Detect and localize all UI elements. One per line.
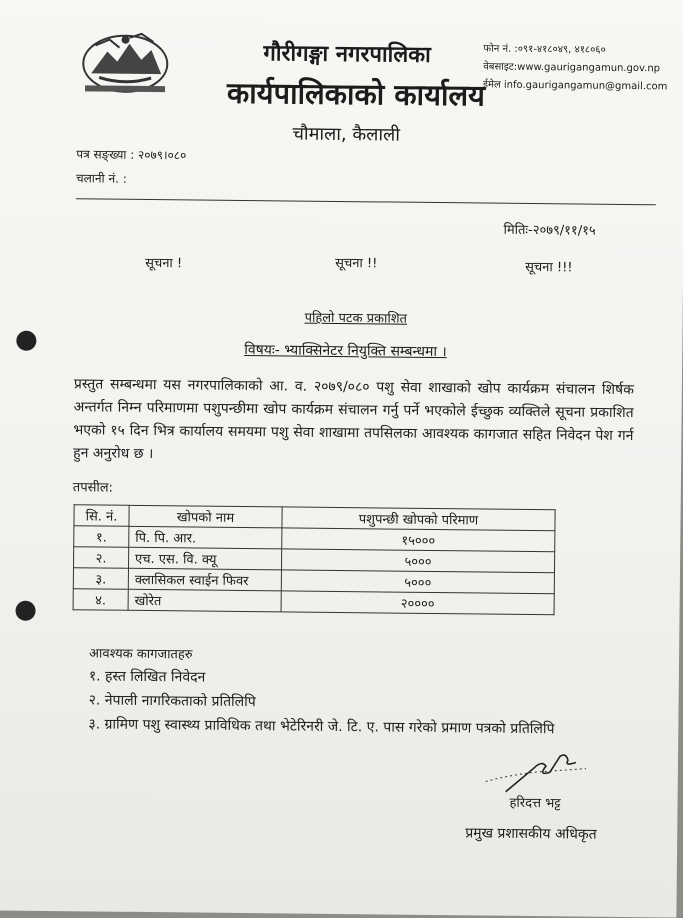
table-header: पशुपन्छी खोपको परिमाण bbox=[282, 507, 555, 531]
notice-body: प्रस्तुत सम्बन्धमा यस नगरपालिकाको आ. व. २०७९/०८० पशु सेवा शाखाको खोप कार्यक्रम संचालन शिर्षक अन्तर्गत निम्न परिमाणमा पशुपन्छीमा खोप कार्यक्रम संचालन गर्नु पर्ने भएकोले ईच्छुक व्यक्तिले सूचना प्रकाशित भएको १५ दिन भित्र कार्यालय समयमा पशु सेवा शाखामा तपसिलका आवश्यक कागजात सहित निवेदन पेश गर्न हुन अनुरोध छ । bbox=[73, 376, 634, 463]
document-item: २. नेपाली नागरिकताको प्रतिलिपि bbox=[88, 692, 256, 711]
reference-number: पत्र सङ्ख्या : २०७९।०८० bbox=[76, 147, 187, 163]
table-row bbox=[73, 589, 554, 615]
table-header: सि. नं. bbox=[74, 505, 129, 527]
quantity-cell: ५००० bbox=[281, 570, 554, 594]
vaccine-table bbox=[73, 504, 556, 615]
email: ईमेल info.gaurigangamun@gmail.com bbox=[483, 79, 668, 93]
quantity-cell: ५००० bbox=[281, 549, 554, 573]
org-name: गौरीगङ्गा नगरपालिका bbox=[263, 40, 431, 68]
serial-cell: २. bbox=[73, 547, 128, 569]
punch-hole bbox=[15, 601, 35, 621]
signatory-name: हरिदत्त भट्ट bbox=[509, 795, 561, 812]
serial-cell: ३. bbox=[73, 568, 128, 590]
phone-number: फोन नं. :०९१-४१८०४९, ४१८०६० bbox=[483, 43, 606, 56]
notice-heading-2: सूचना !! bbox=[335, 255, 378, 272]
notice-heading-3: सूचना !!! bbox=[525, 259, 573, 276]
quantity-cell: २०००० bbox=[281, 591, 554, 615]
dispatch-number: चलानी नं. : bbox=[76, 171, 127, 186]
serial-cell: ४. bbox=[73, 589, 128, 611]
header-divider bbox=[76, 198, 656, 205]
documents-title: आवश्यक कागजातहरु bbox=[89, 646, 193, 663]
table-header: खोपको नाम bbox=[129, 505, 282, 528]
document-item: ३. ग्रामिण पशु स्वास्थ्य प्राविधिक तथा भेटेरिनरी जे. टि. ए. पास गरेको प्रमाण पत्रको प्रतिलिपि bbox=[88, 716, 555, 738]
notice-heading-1: सूचना ! bbox=[145, 255, 183, 272]
details-label: तपसील: bbox=[72, 480, 114, 496]
website: वेबसाइट:www.gaurigangamun.gov.np bbox=[483, 61, 661, 75]
office-location: चौमाला, कैलाली bbox=[292, 123, 401, 146]
nepal-emblem-icon bbox=[79, 29, 172, 100]
document-item: १. हस्त लिखित निवेदन bbox=[88, 668, 206, 686]
vaccine-name-cell: क्लासिकल स्वाईन फिवर bbox=[128, 568, 281, 591]
signatory-title: प्रमुख प्रशासकीय अधिकृत bbox=[465, 825, 597, 843]
office-title: कार्यपालिकाको कार्यालय bbox=[226, 75, 486, 113]
publication-note: पहिलो पटक प्रकाशित bbox=[304, 310, 408, 327]
vaccine-name-cell: पि. पि. आर. bbox=[129, 526, 282, 549]
subject-line: विषयः- भ्याक्सिनेटर नियुक्ति सम्बन्धमा । bbox=[244, 342, 447, 361]
vaccine-name-cell: खोरेत bbox=[128, 589, 281, 612]
quantity-cell: १५००० bbox=[282, 528, 555, 552]
vaccine-name-cell: एच. एस. वि. क्यू bbox=[128, 547, 281, 570]
serial-cell: १. bbox=[74, 526, 129, 548]
letter-date: मितिः-२०७९/११/१५ bbox=[503, 222, 596, 239]
punch-hole bbox=[16, 331, 36, 351]
